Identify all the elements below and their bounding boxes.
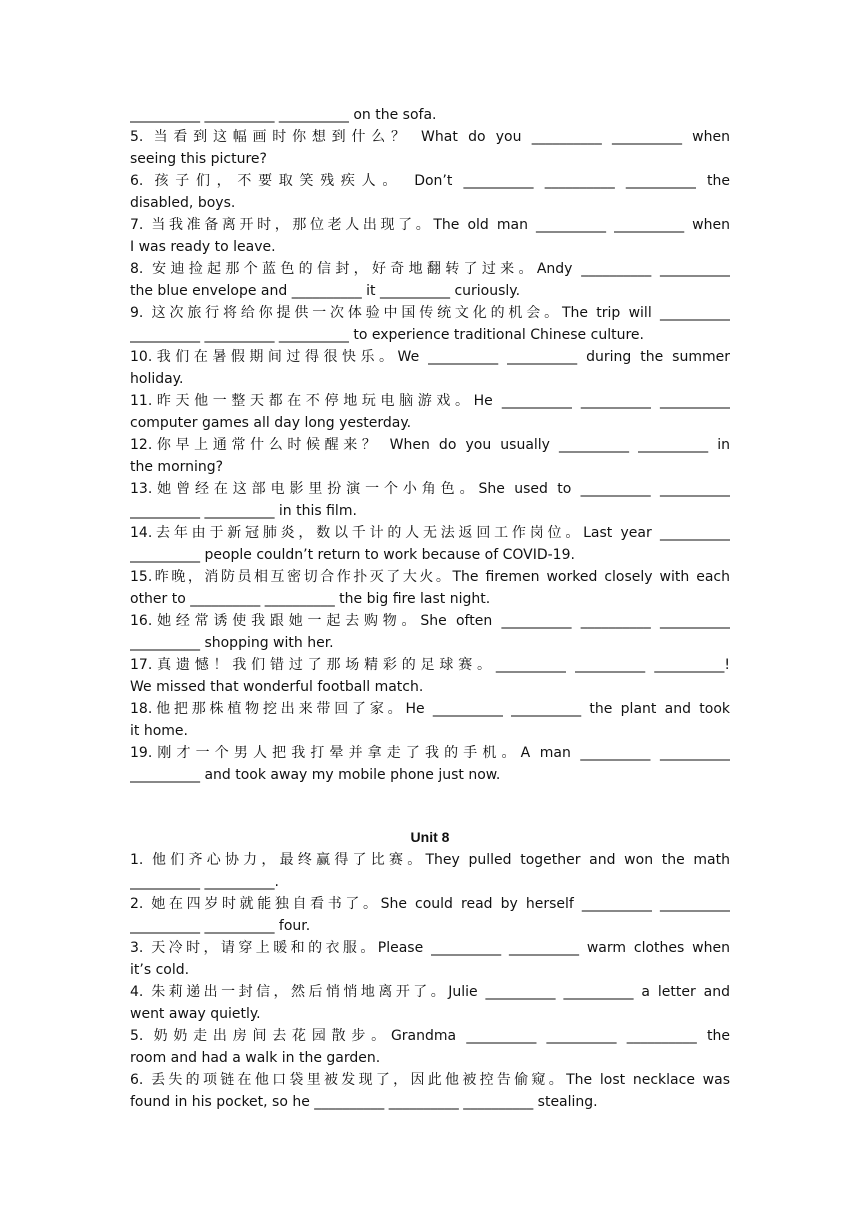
sentence-line: __________ and took away my mobile phone just now.	[130, 767, 501, 783]
sentence-line: __________ __________ __________ to experience traditional Chinese culture.	[130, 327, 644, 343]
sentence-line: holiday.	[130, 371, 184, 387]
sentence-line: the blue envelope and __________ it __________ curiously.	[130, 283, 521, 299]
sentence-line: __________ shopping with her.	[130, 635, 334, 651]
sentence-line: __________ __________.	[130, 874, 279, 890]
sentence-line: 11.昨天他一整天都在不停地玩电脑游戏。He __________ __________ __________	[130, 393, 730, 409]
sentence-line: went away quietly.	[130, 1006, 261, 1022]
sentence-line: 10.我们在暑假期间过得很快乐。We __________ __________ during the summer	[130, 349, 730, 365]
sentence-line: 17.真遗憾！我们错过了那场精彩的足球赛。__________ __________ __________!	[130, 657, 730, 673]
sentence-line: 7. 当我准备离开时，那位老人出现了。The old man __________ __________ when	[130, 217, 730, 233]
sentence-line: __________ __________ in this film.	[130, 503, 357, 519]
sentence-line: __________ __________ __________ on the sofa.	[130, 107, 437, 123]
sentence-line: __________ people couldn’t return to work because of COVID-19.	[130, 547, 575, 563]
sentence-line: the morning?	[130, 459, 224, 475]
unit-heading: Unit 8	[410, 829, 450, 845]
sentence-line: 2. 她在四岁时就能独自看书了。She could read by herself __________ __________	[130, 896, 730, 912]
sentence-line: disabled, boys.	[130, 195, 236, 211]
sentence-line: found in his pocket, so he __________ __________ __________ stealing.	[130, 1094, 598, 1110]
sentence-line: 18.他把那株植物挖出来带回了家。He __________ __________ the plant and took	[130, 701, 730, 717]
sentence-line: 9. 这次旅行将给你提供一次体验中国传统文化的机会。The trip will __________	[130, 305, 730, 321]
sentence-line: 14.去年由于新冠肺炎，数以千计的人无法返回工作岗位。Last year __________	[130, 525, 730, 541]
sentence-line: 19.刚才一个男人把我打晕并拿走了我的手机。A man __________ __________	[130, 745, 730, 761]
sentence-line: 6. 孩子们，不要取笑残疾人。 Don’t __________ __________ __________ the	[130, 173, 730, 189]
sentence-line: __________ __________ four.	[130, 918, 311, 934]
sentence-line: seeing this picture?	[130, 151, 267, 167]
sentence-line: 6. 丢失的项链在他口袋里被发现了，因此他被控告偷窥。The lost necklace was	[130, 1072, 730, 1088]
sentence-line: I was ready to leave.	[130, 239, 276, 255]
sentence-line: 1. 他们齐心协力，最终赢得了比赛。They pulled together and won the math	[130, 852, 730, 868]
sentence-line: computer games all day long yesterday.	[130, 415, 412, 431]
sentence-line: 12.你早上通常什么时候醒来？ When do you usually __________ __________ in	[130, 437, 730, 453]
sentence-line: 3. 天冷时，请穿上暖和的衣服。Please __________ __________ warm clothes when	[130, 940, 730, 956]
sentence-line: it home.	[130, 723, 188, 739]
sentence-line: 8. 安迪捡起那个蓝色的信封，好奇地翻转了过来。Andy __________ __________	[130, 261, 730, 277]
sentence-line: 5. 奶奶走出房间去花园散步。Grandma __________ __________ __________ the	[130, 1028, 730, 1044]
sentence-line: 4. 朱莉递出一封信，然后悄悄地离开了。Julie __________ __________ a letter and	[130, 984, 730, 1000]
sentence-line: 16.她经常诱使我跟她一起去购物。She often __________ __________ __________	[130, 613, 730, 629]
sentence-line: 15.昨晚，消防员相互密切合作扑灭了大火。The firemen worked closely with each	[130, 569, 730, 585]
sentence-line: other to __________ __________ the big fire last night.	[130, 591, 491, 607]
sentence-line: 5. 当看到这幅画时你想到什么？ What do you __________ __________ when	[130, 129, 730, 145]
sentence-line: 13.她曾经在这部电影里扮演一个小角色。She used to __________ __________	[130, 481, 730, 497]
sentence-line: We missed that wonderful football match.	[130, 679, 424, 695]
sentence-line: room and had a walk in the garden.	[130, 1050, 381, 1066]
sentence-line: it’s cold.	[130, 962, 190, 978]
